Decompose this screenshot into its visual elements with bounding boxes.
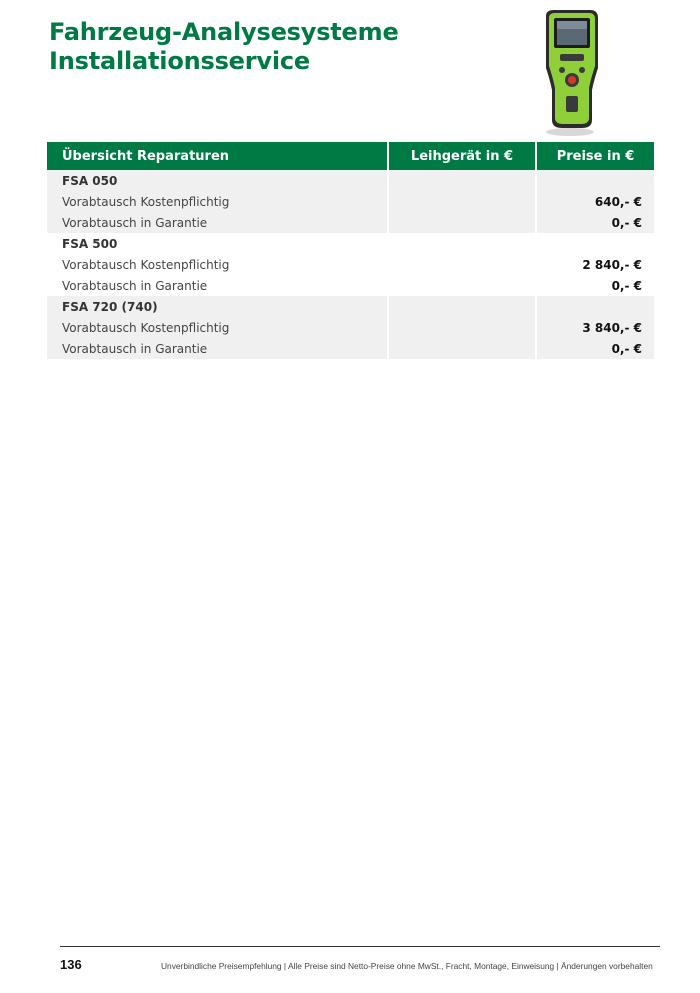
price-cell: 3 840,- € (536, 317, 654, 338)
price-cell (536, 233, 654, 254)
table-row (47, 254, 654, 275)
page-title-line-2: Installationsservice (49, 47, 310, 75)
loan-cell (388, 254, 536, 275)
loan-cell (388, 296, 536, 317)
table-header-row (47, 142, 654, 170)
group-name: FSA 500 (47, 233, 388, 254)
loan-cell (388, 338, 536, 359)
row-label: Vorabtausch in Garantie (47, 212, 388, 233)
loan-cell (388, 317, 536, 338)
page-title-line-1: Fahrzeug-Analysesysteme (49, 18, 399, 46)
footer-divider (60, 946, 660, 947)
page-title (49, 18, 399, 76)
price-cell (536, 170, 654, 191)
page-number: 136 (60, 957, 82, 972)
row-label: Vorabtausch Kostenpflichtig (47, 191, 388, 212)
price-cell: 0,- € (536, 338, 654, 359)
group-name: FSA 050 (47, 170, 388, 191)
table-group-row (47, 233, 654, 254)
loan-cell (388, 191, 536, 212)
price-cell: 2 840,- € (582, 257, 642, 272)
loan-cell (388, 212, 536, 233)
price-cell (536, 296, 654, 317)
repair-price-table (47, 142, 654, 359)
header-prices: Preise in € (536, 142, 654, 170)
table-row (47, 317, 654, 338)
table-row (47, 212, 654, 233)
footer-disclaimer: Unverbindliche Preisempfehlung | Alle Preise sind Netto-Preise ohne MwSt., Fracht, Montage, Einweisung | Änderungen vorbehalten (161, 961, 653, 971)
header-overview: Übersicht Reparaturen (47, 142, 388, 170)
header-loan-device: Leihgerät in € (388, 142, 536, 170)
price-cell: 0,- € (536, 212, 654, 233)
table-group-row (47, 296, 654, 317)
row-label: Vorabtausch in Garantie (47, 275, 388, 296)
row-label: Vorabtausch Kostenpflichtig (47, 317, 388, 338)
loan-cell (388, 170, 536, 191)
price-cell: 0,- € (611, 278, 642, 293)
loan-cell (388, 275, 536, 296)
row-label: Vorabtausch Kostenpflichtig (47, 254, 388, 275)
table-group-row (47, 170, 654, 191)
group-name: FSA 720 (740) (47, 296, 388, 317)
table-row (47, 275, 654, 296)
loan-cell (388, 233, 536, 254)
table-row (47, 191, 654, 212)
table-row (47, 338, 654, 359)
row-label: Vorabtausch in Garantie (47, 338, 388, 359)
price-cell: 640,- € (536, 191, 654, 212)
diagnostic-device-image (534, 8, 606, 138)
